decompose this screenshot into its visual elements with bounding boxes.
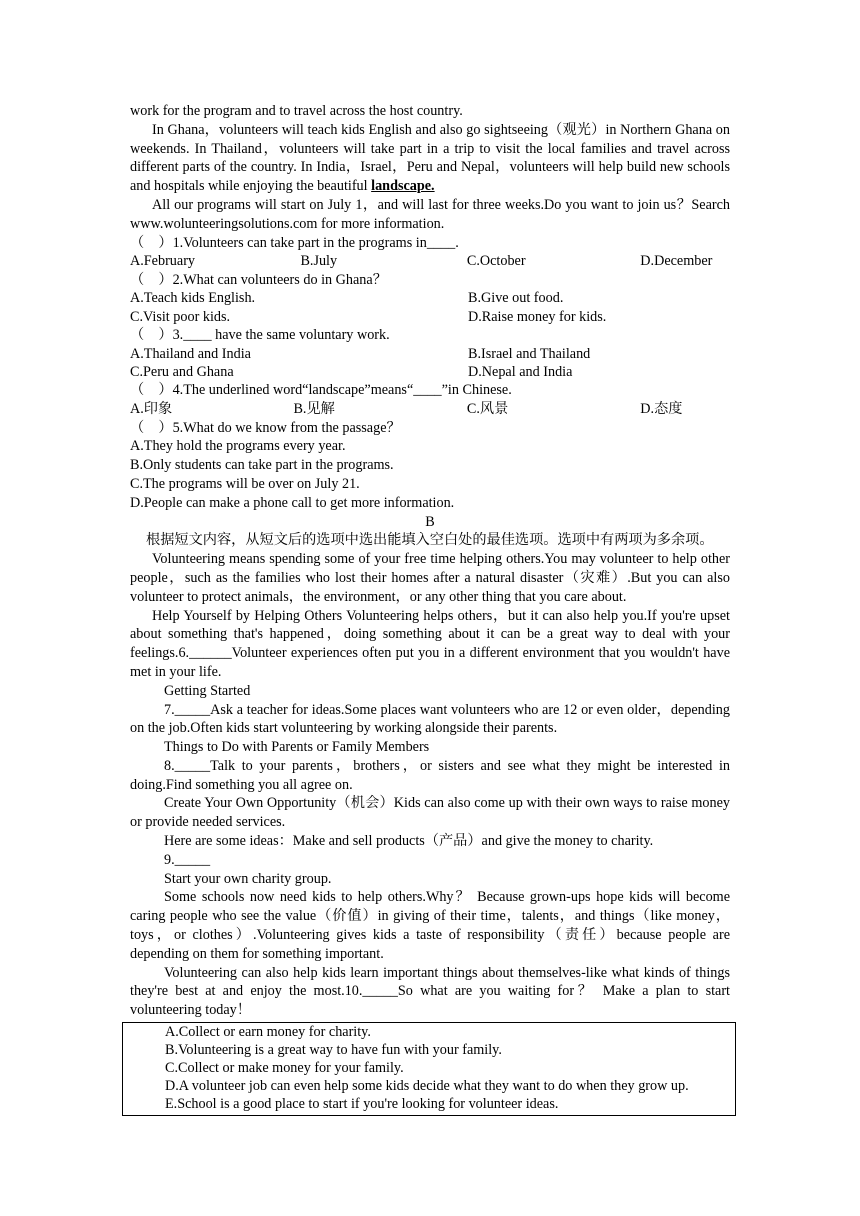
- choice-item: D.A volunteer job can even help some kids decide what they want to do when they grow up.: [165, 1077, 689, 1094]
- question-stem: （ ）5.What do we know from the passage？: [130, 419, 401, 436]
- passage-b-paragraph: Create Your Own Opportunity（机会）Kids can also come up with their own ways to raise money or provide needed services.: [130, 795, 730, 831]
- passage-a-paragraph: [130, 121, 730, 196]
- option: A.Teach kids English.: [130, 290, 256, 307]
- option: B.Israel and Thailand: [468, 345, 591, 362]
- option: B.Only students can take part in the programs.: [130, 457, 394, 474]
- passage-a-line: work for the program and to travel across the host country.: [130, 103, 463, 119]
- question-stem: （ ）3.____ have the same voluntary work.: [130, 327, 390, 344]
- option: B.Give out food.: [468, 290, 564, 307]
- choice-item: C.Collect or make money for your family.: [165, 1059, 404, 1076]
- document-page: [130, 102, 730, 1116]
- passage-b-paragraph: Volunteering can also help kids learn important things about themselves-like what kinds of things they're best at and enjoy the most.10._____So what are you waiting for？ Make a plan to start volunteering today！: [130, 964, 730, 1019]
- question-options: [130, 400, 730, 418]
- passage-b-line: Here are some ideas：Make and sell products（产品）and give the money to charity.: [164, 833, 654, 850]
- option: C.October: [466, 253, 526, 270]
- section-heading: B: [425, 513, 435, 530]
- question-options: [130, 289, 730, 307]
- passage-a-text: In Ghana，volunteers will teach kids English and also go sightseeing（观光）in Northern Ghana on weekends. In Thailand，volunteers will take part in a trip to visit the local families and travel across different parts of the country. In India，Israel，Peru and Nepal，volunteers will help build new schools and hospitals while enjoying the beautiful: [130, 121, 730, 195]
- passage-b-paragraph: Help Yourself by Helping Others Volunteering helps others，but it can also help you.If you're upset about something that's happened，doing something about it can be a great way to deal with your feelings.6.______Volunteer experiences often put you in a different environment that you wouldn't have met in your life.: [130, 607, 730, 680]
- option: C.Visit poor kids.: [130, 308, 231, 325]
- option: D.Raise money for kids.: [468, 308, 607, 325]
- option: D.December: [640, 253, 713, 270]
- option: D.Nepal and India: [468, 364, 573, 381]
- option: A.Thailand and India: [130, 345, 251, 362]
- question-stem: （ ）1.Volunteers can take part in the programs in____.: [130, 234, 459, 251]
- passage-b-paragraph: Volunteering means spending some of your free time helping others.You may volunteer to help other people，such as the families who lost their homes after a natural disaster（灾难）.But you can also volunteer to protect animals，the environment，or any other thing that you care about.: [130, 551, 730, 605]
- choices-box: [122, 1022, 736, 1116]
- option: A.February: [130, 253, 196, 270]
- option: C.风景: [466, 401, 509, 418]
- blank-9: 9._____: [164, 851, 211, 868]
- section-subheading: Things to Do with Parents or Family Members: [164, 739, 430, 756]
- question-options: [130, 308, 730, 326]
- option: B.July: [300, 253, 338, 270]
- option: A.印象: [130, 401, 173, 418]
- question-options: [130, 363, 730, 381]
- option: D.People can make a phone call to get more information.: [130, 494, 455, 511]
- choice-item: B.Volunteering is a great way to have fun with your family.: [165, 1041, 502, 1058]
- option: C.Peru and Ghana: [130, 364, 234, 381]
- option: C.The programs will be over on July 21.: [130, 475, 360, 492]
- passage-b-paragraph: 8._____Talk to your parents，brothers，or sisters and see what they might be interested in doing.Find something you all agree on.: [130, 757, 730, 793]
- section-subheading: Getting Started: [164, 682, 251, 699]
- passage-b-paragraph: Some schools now need kids to help others.Why？ Because grown-ups hope kids will become caring people who see the value（价值）in giving of their time，talents，and things（like money，toys，or clothes）.Volunteering gives kids a taste of responsibility（责任）because people are depending on them for something important.: [130, 889, 730, 962]
- choice-item: E.School is a good place to start if you're looking for volunteer ideas.: [165, 1095, 559, 1112]
- option: A.They hold the programs every year.: [130, 438, 346, 455]
- choice-item: A.Collect or earn money for charity.: [165, 1024, 371, 1041]
- option: D.态度: [640, 401, 683, 418]
- option: B.见解: [293, 401, 335, 418]
- passage-b-line: Start your own charity group.: [164, 870, 332, 887]
- instruction: 根据短文内容，从短文后的选项中选出能填入空白处的最佳选项。选项中有两项为多余项。: [146, 532, 714, 549]
- underlined-word: landscape.: [371, 178, 435, 195]
- question-stem: （ ）2.What can volunteers do in Ghana？: [130, 271, 387, 288]
- question-options: [130, 345, 730, 363]
- passage-b-paragraph: 7._____Ask a teacher for ideas.Some places want volunteers who are 12 or even older，depending on the job.Often kids start volunteering by working alongside their parents.: [130, 701, 730, 737]
- question-options: [130, 252, 730, 270]
- passage-a-paragraph: All our programs will start on July 1，and will last for three weeks.Do you want to join us？Search www.wolunteeringsolutions.com for more information.: [130, 196, 730, 232]
- question-stem: （ ）4.The underlined word“landscape”means“____”in Chinese.: [130, 382, 512, 399]
